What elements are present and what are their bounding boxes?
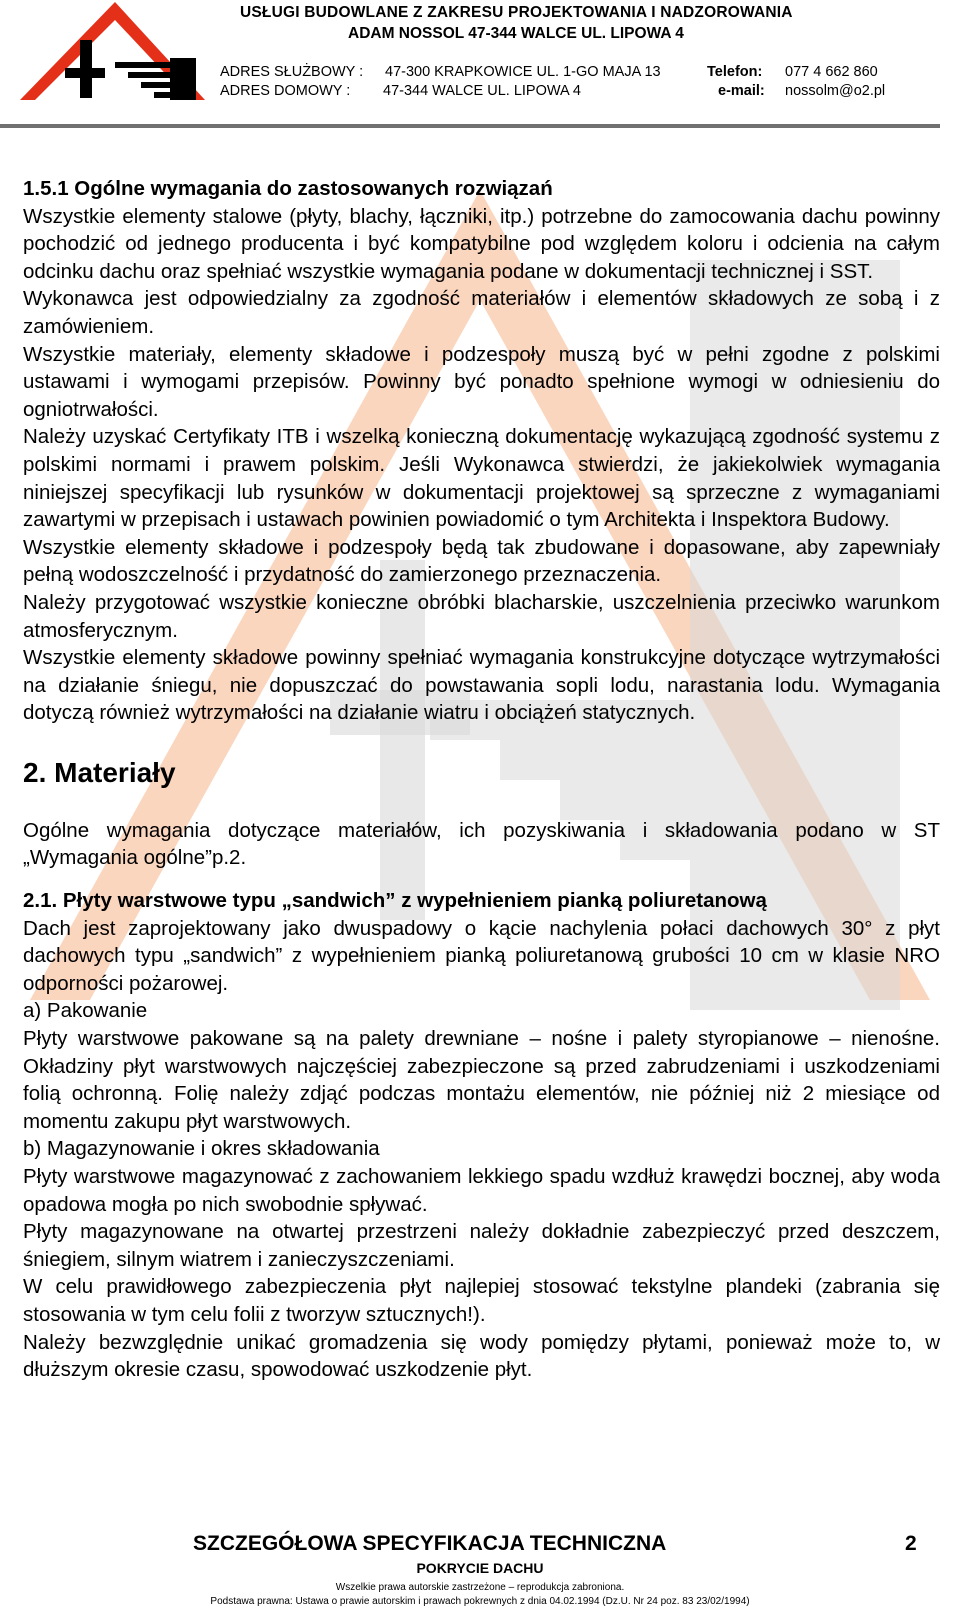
email-address: nossolm@o2.pl: [785, 83, 886, 99]
paragraph: Wykonawca jest odpowiedzialny za zgodność materiałów i elementów składowych ze sobą i z zamówieniem.: [23, 287, 940, 338]
paragraph: Wszystkie elementy stalowe (płyty, blachy, łączniki, itp.) potrzebne do zamocowania dachu powinny pochodzić od jednego producenta i być kompatybilne pod względem koloru i odcienia na całym odcinku dachu oraz spełniać wszystkie wymagania podane w dokumentacji technicznej i SST.: [23, 204, 940, 283]
paragraph: Wszystkie elementy składowe i podzespoły będą tak zbudowane i dopasowane, aby zapewniały pełną wodoszczelność i przydatność do zamierzonego przeznaczenia.: [23, 535, 940, 587]
email-label: e-mail:: [718, 83, 765, 99]
phone-label: Telefon:: [707, 64, 763, 80]
service-address: 47-300 KRAPKOWICE UL. 1-GO MAJA 13: [385, 64, 661, 80]
paragraph: W celu prawidłowego zabezpieczenia płyt najlepiej stosować tekstylne plandeki (zabrania się stosowania w tym celu folii z tworzyw sztucznych!).: [23, 1275, 940, 1326]
paragraph: Ogólne wymagania dotyczące materiałów, ich pozyskiwania i składowania podano w ST „Wymagania ogólne”p.2.: [23, 818, 940, 870]
legal-basis: Podstawa prawna: Ustawa o prawie autorskim i prawach pokrewnych z dnia 04.02.1994 (Dz.U. Nr 24 poz. 83 23/02/1994): [210, 1596, 750, 1607]
heading-1-5-1: 1.5.1 Ogólne wymagania do zastosowanych rozwiązań: [23, 177, 553, 200]
paragraph: Wszystkie materiały, elementy składowe i podzespoły muszą być w pełni zgodne z polskimi ustawami i wymogami przepisów. Powinny być ponadto spełnione wymogi w odniesieniu do ogniotrwałości.: [23, 342, 940, 421]
document-body: [23, 175, 940, 1384]
page-number: 2: [905, 1532, 917, 1555]
subheading-packing: a) Pakowanie: [23, 999, 148, 1023]
header-company-line: USŁUGI BUDOWLANE Z ZAKRESU PROJEKTOWANIA I NADZOROWANIA: [240, 4, 793, 21]
home-address-label: ADRES DOMOWY :: [220, 83, 351, 99]
paragraph: Płyty warstwowe magazynować z zachowaniem lekkiego spadu wzdłuż krawędzi bocznej, aby woda opadowa mogła po nich swobodnie spływać.: [23, 1165, 940, 1216]
copyright-notice: Wszelkie prawa autorskie zastrzeżone – reprodukcja zabroniona.: [335, 1582, 625, 1593]
heading-2-1: 2.1. Płyty warstwowe typu „sandwich” z wypełnieniem pianką poliuretanową: [23, 889, 767, 913]
company-logo: [20, 0, 205, 110]
paragraph: Należy bezwzględnie unikać gromadzenia się wody pomiędzy płytami, ponieważ może to, w dłuższym okresie czasu, spowodować uszkodzenie płyt.: [23, 1330, 940, 1382]
paragraph: Należy przygotować wszystkie konieczne obróbki blacharskie, uszczelnienia przeciwko warunkom atmosferycznym.: [23, 590, 940, 642]
subheading-storage: b) Magazynowanie i okres składowania: [23, 1137, 380, 1161]
paragraph: Płyty warstwowe pakowane są na palety drewniane – nośne i palety styropianowe – nienośne. Okładziny płyt warstwowych najczęściej zabezpieczone są przed zabrudzeniami i uszkodzeniami folią ochronną. Folię należy zdjąć podczas montażu elementów, nie później niż 2 miesiące od momentu zakupu płyt warstwowych.: [23, 1027, 940, 1133]
paragraph: Płyty magazynowane na otwartej przestrzeni należy dokładnie zabezpieczyć przed deszczem, śniegiem, silnym wiatrem i zanieczyszczeniami.: [23, 1220, 940, 1271]
home-address: 47-344 WALCE UL. LIPOWA 4: [383, 83, 581, 99]
header-divider: [0, 124, 940, 128]
footer-subtitle: POKRYCIE DACHU: [416, 1560, 544, 1576]
phone-number: 077 4 662 860: [785, 64, 878, 80]
paragraph: Należy uzyskać Certyfikaty ITB i wszelką konieczną dokumentację wykazującą zgodność systemu z polskimi normami i prawem polskim. Jeśli Wykonawca stwierdzi, że jakiekolwiek wymagania niniejszej specyfikacji lub rysunków w dokumentacji projektowej są sprzeczne z wymaganiami zawartymi w przepisach i ustawach powinien powiadomić o tym Architekta i Inspektora Budowy.: [23, 425, 940, 532]
footer-title: SZCZEGÓŁOWA SPECYFIKACJA TECHNICZNA: [193, 1532, 667, 1555]
section-2-title: 2. Materiały: [23, 756, 176, 788]
paragraph: Dach jest zaprojektowany jako dwuspadowy o kącie nachylenia połaci dachowych 30° z płyt dachowych typu „sandwich” z wypełnieniem pianką poliuretanową grubości 10 cm w klasie NRO odporności pożarowej.: [23, 916, 940, 995]
header-owner-line: ADAM NOSSOL 47-344 WALCE UL. LIPOWA 4: [348, 25, 684, 42]
service-address-label: ADRES SŁUŻBOWY :: [220, 64, 364, 80]
paragraph: Wszystkie elementy składowe powinny spełniać wymagania konstrukcyjne dotyczące wytrzymałości na działanie śniegu, nie dopuszczać do powstawania sopli lodu, narastania lodu. Wymagania dotyczą również wytrzymałości na działanie wiatru i obciążeń statycznych.: [23, 646, 940, 725]
letterhead: [0, 0, 960, 140]
